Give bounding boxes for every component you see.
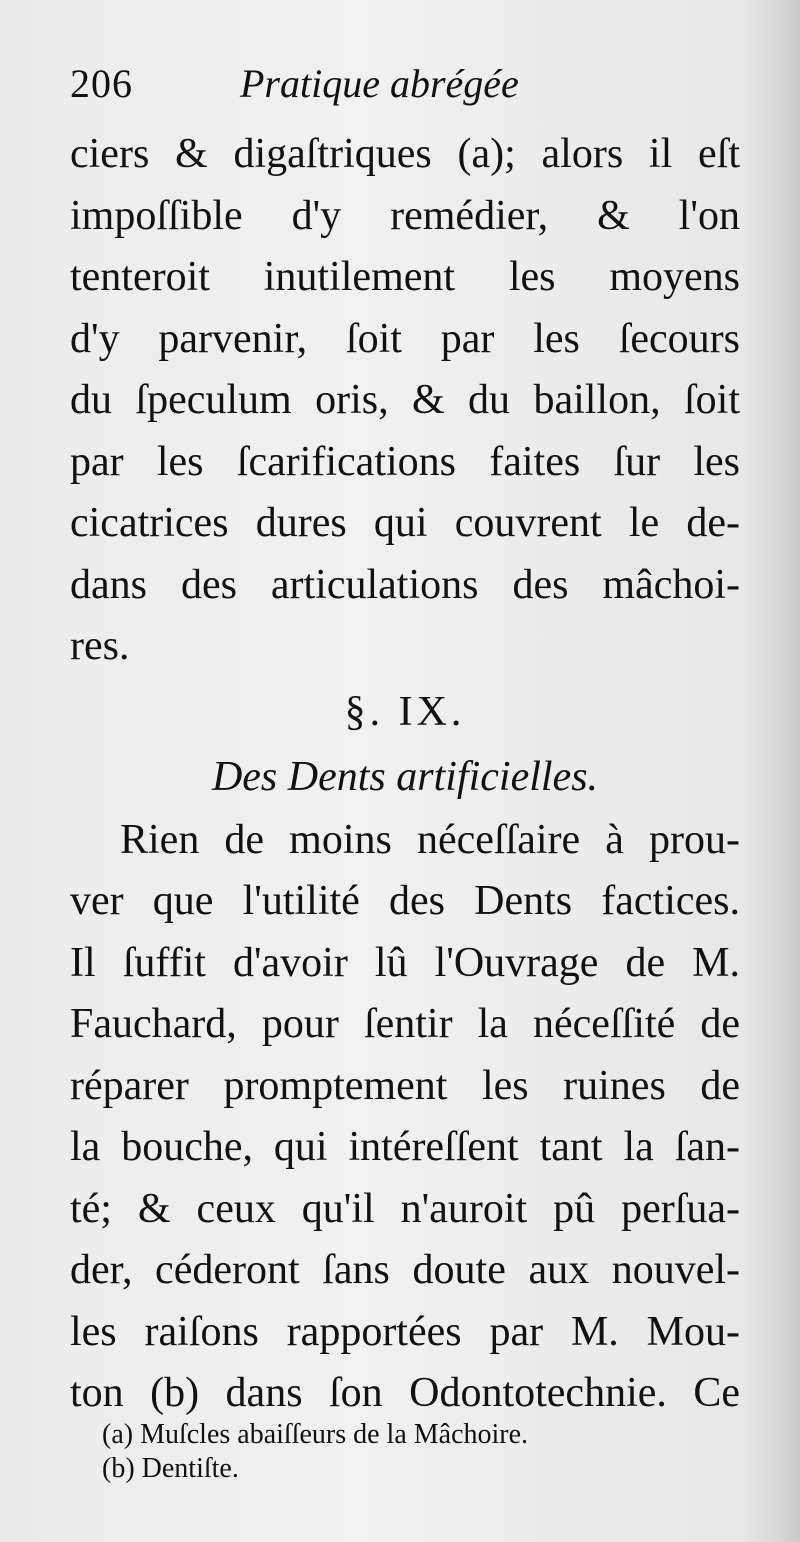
running-title: Pratique abrégée (240, 61, 519, 106)
text-line: cicatrices dures qui couvrent le de- (70, 500, 740, 546)
page-content (70, 60, 740, 1425)
text-line: la bouche, qui intéreſſent tant la ſan- (70, 1124, 740, 1170)
text-line: der, céderont ſans doute aux nouvel- (70, 1247, 740, 1293)
text-line: tenteroit inutilement les moyens (70, 254, 740, 300)
text-line: ver que l'utilité des Dents factices. (70, 878, 740, 924)
text-line: par les ſcarifications faites ſur les (70, 438, 740, 485)
text-line: ciers & digaſtriques (a); alors il eſt (70, 131, 740, 177)
text-line: Rien de moins néceſſaire à prou- (120, 816, 740, 863)
text-line: les raiſons rapportées par M. Mou- (70, 1308, 740, 1355)
text-line: ton (b) dans ſon Odontotechnie. Ce (70, 1370, 740, 1416)
text-line: d'y parvenir, ſoit par les ſecours (70, 315, 740, 362)
text-line: Il ſuffit d'avoir lû l'Ouvrage de M. (70, 939, 740, 986)
paragraph-2 (70, 810, 740, 1425)
page-spine-shadow (742, 0, 800, 1542)
text-line: du ſpeculum oris, & du baillon, ſoit (70, 377, 740, 423)
page-header (70, 60, 740, 124)
text-line: res. (70, 623, 130, 669)
text-line: té; & ceux qu'il n'auroit pû perſua- (70, 1185, 740, 1232)
page-number: 206 (70, 61, 133, 106)
section-title: Des Dents artificielles. (211, 753, 599, 800)
paragraph-1 (70, 124, 740, 678)
footnote-b: (b) Dentiſte. (102, 1453, 239, 1484)
text-line: dans des articulations des mâchoi- (70, 561, 740, 608)
section-number: §. IX. (344, 688, 466, 735)
footnotes (102, 1418, 702, 1486)
footnote-a: (a) Muſcles abaiſſeurs de la Mâchoire. (102, 1419, 529, 1450)
text-line: Fauchard, pour ſentir la néceſſité de (70, 1001, 740, 1047)
text-line: réparer promptement les ruines de (70, 1062, 740, 1109)
text-line: impoſſible d'y remédier, & l'on (70, 192, 740, 239)
